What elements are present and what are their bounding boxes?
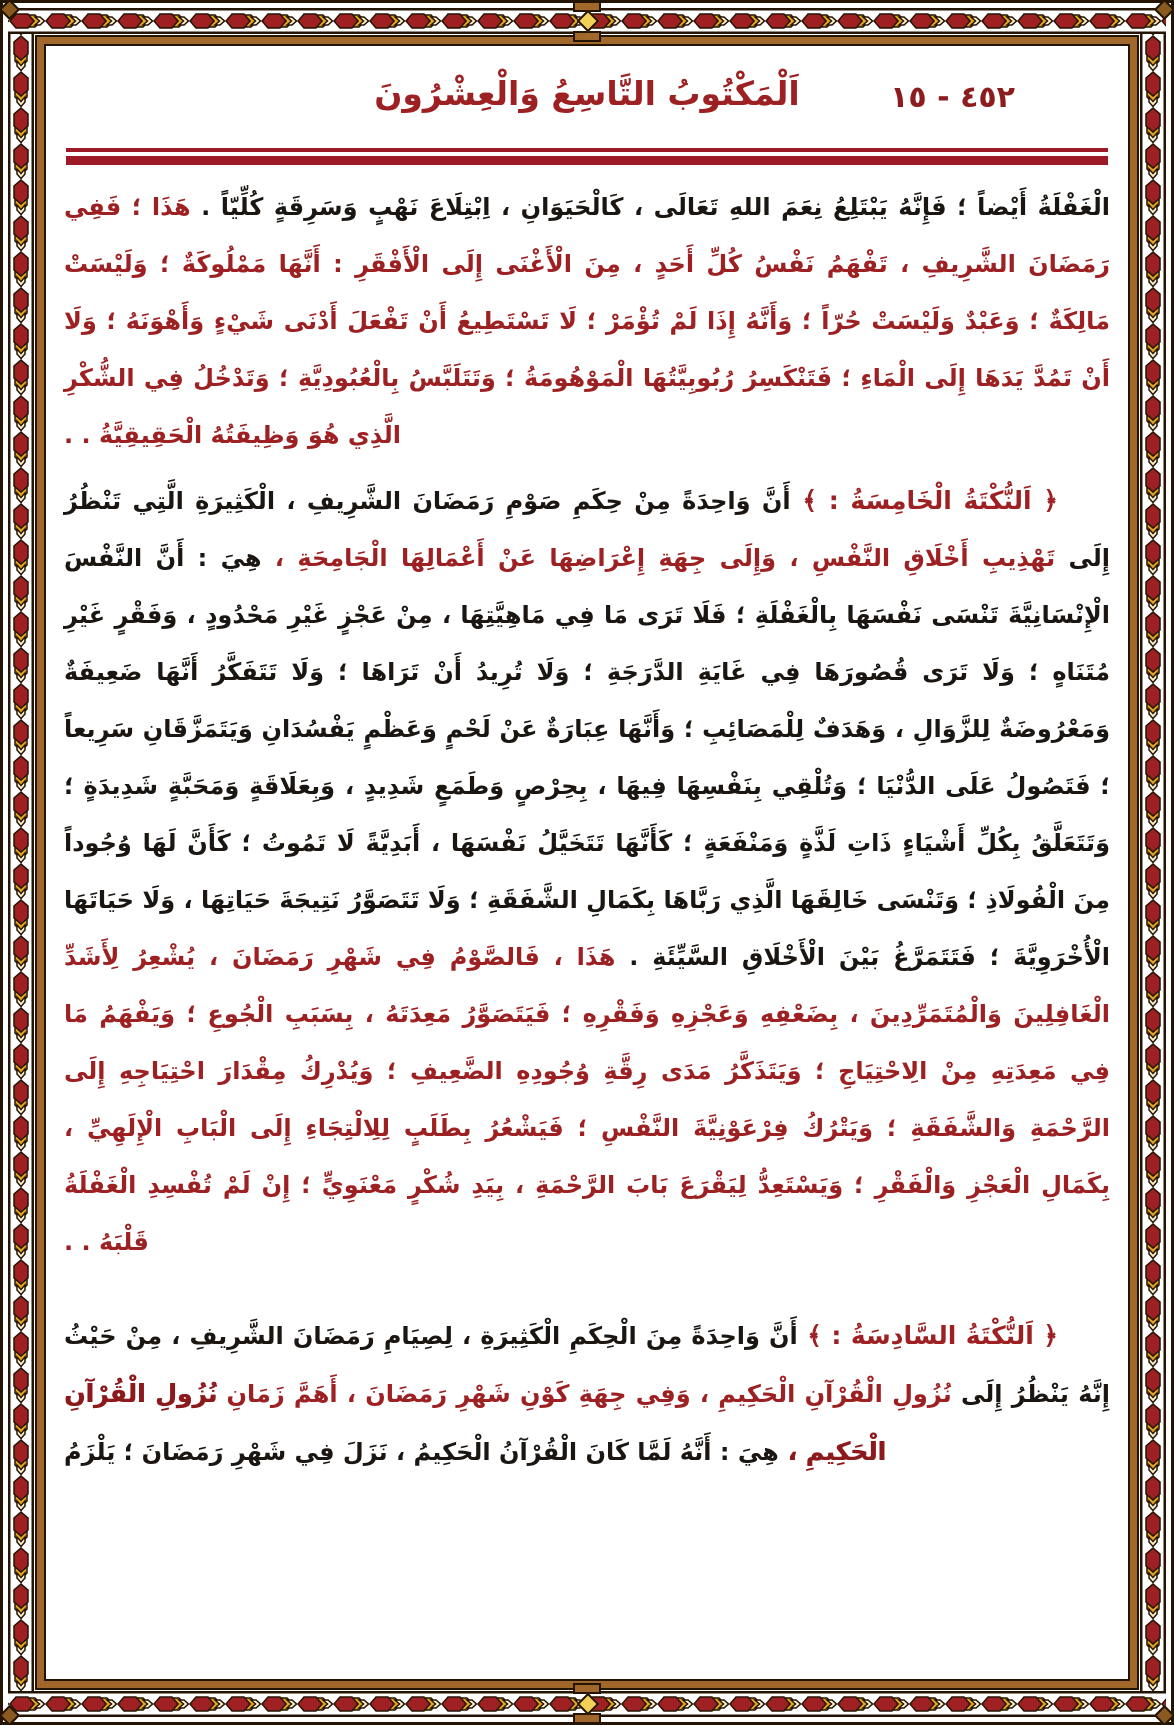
- header-rule: [66, 148, 1108, 165]
- page-content: [64, 52, 1110, 1675]
- border-chain-right-svg: [1140, 34, 1166, 1691]
- text-segment-red-strong: نُزُولِ الْقُرْآنِ الْحَكِيمِ ،: [64, 1379, 886, 1466]
- section-heading: ﴿ اَلنُّكْتَةُ الْخَامِسَةُ : ﴾: [790, 486, 1058, 515]
- page-header: [64, 52, 1110, 148]
- text-segment-red: تَهْذِيبِ أَخْلَاقِ النَّفْسِ ، وَإِلَى جِهَةِ إِعْرَاضِهَا عَنْ أَعْمَالِهَا الْجَامِحَةِ ،: [261, 544, 1056, 572]
- text-segment-red: نُزُولِ الْقُرْآنِ الْحَكِيمِ ، وَفِي جِهَةِ كَوْنِ شَهْرِ رَمَضَانَ ، أَهَمَّ زَمَانِ: [217, 1380, 952, 1408]
- paragraph-ghafla: [64, 179, 1110, 464]
- body-text: [64, 179, 1110, 1481]
- section-heading: ﴿ اَلنُّكْتَةُ السَّادِسَةُ : ﴾: [797, 1321, 1058, 1350]
- text-segment-black: أَنَّ وَاحِدَةً مِنْ حِكَمِ صَوْمِ رَمَضَانَ الشَّرِيفِ ، الْكَثِيرَةِ الَّتِي تَنْظُرُ إِلَى: [64, 487, 1111, 572]
- paragraph-nukta-5: [64, 472, 1110, 1271]
- page-title: اَلْمَكْتُوبُ التَّاسِعُ وَالْعِشْرُونَ: [374, 74, 800, 113]
- border-chain-left: [8, 34, 34, 1691]
- border-chain-left-svg: [8, 34, 34, 1691]
- border-center-tab: [573, 31, 601, 42]
- text-segment-red: هَذَا ؛ فَفِي رَمَضَانَ الشَّرِيفِ ، تَفْهَمُ نَفْسُ كُلِّ أَحَدٍ ، مِنَ الْأَغْنَى إِلَى الْأَفْقَرِ : أَنَّهَا مَمْلُوكَةٌ ؛ وَلَيْسَتْ مَالِكَةٌ ؛ وَعَبْدٌ وَلَيْسَتْ حُرّاً ؛ وَأَنَّهُ إِذَا لَمْ تُؤْمَرْ ؛ لَا تَسْتَطِيعُ أَنْ تَفْعَلَ أَدْنَى شَيْءٍ وَأَهْوَنَهُ ؛ وَلَا أَنْ تَمُدَّ يَدَهَا إِلَى الْمَاءِ ؛ فَتَنْكَسِرُ رُبُوبِيَّتُهَا الْمَوْهُومَةُ ؛ وَتَتَلَبَّسُ بِالْعُبُودِيَّةِ ؛ وَتَدْخُلُ فِي الشُّكْرِ الَّذِي هُوَ وَظِيفَتُهُ الْحَقِيقِيَّةُ . .: [64, 193, 1110, 449]
- text-segment-black: هِيَ : أَنَّهُ لَمَّا كَانَ الْقُرْآنُ الْحَكِيمُ ، نَزَلَ فِي شَهْرِ رَمَضَانَ ؛ يَلْزَمُ: [64, 1438, 779, 1466]
- text-segment-black: هِيَ : أَنَّ النَّفْسَ الْإِنْسَانِيَّةَ تَنْسَى نَفْسَهَا بِالْغَفْلَةِ ؛ فَلَا تَرَى مَا فِي مَاهِيَّتِهَا ، مِنْ عَجْزٍ غَيْرِ مَحْدُودٍ ، وَفَقْرٍ غَيْرِ مُتَنَاهٍ ؛ وَلَا تَرَى قُصُورَهَا فِي غَايَةِ الدَّرَجَةِ ؛ وَلَا تُرِيدُ أَنْ تَرَاهَا ؛ وَلَا تَتَفَكَّرُ أَنَّهَا ضَعِيفَةٌ وَمَعْرُوضَةٌ لِلزَّوَالِ ، وَهَدَفٌ لِلْمَصَائِبِ ؛ وَأَنَّهَا عِبَارَةٌ عَنْ لَحْمٍ وَعَظْمٍ يَفْسُدَانِ وَيَتَمَزَّقَانِ سَرِيعاً ؛ فَتَصُولُ عَلَى الدُّنْيَا ؛ وَتُلْقِي بِنَفْسِهَا فِيهَا ، بِحِرْصٍ وَطَمَعٍ شَدِيدٍ ، وَبِعَلَاقَةٍ وَمَحَبَّةٍ شَدِيدَةٍ ؛ وَتَتَعَلَّقُ بِكُلِّ أَشْيَاءٍ ذَاتِ لَذَّةٍ وَمَنْفَعَةٍ ؛ كَأَنَّهَا تَتَخَيَّلُ نَفْسَهَا ، أَبَدِيَّةً لَا تَمُوتُ ؛ كَأَنَّ لَهَا وُجُوداً مِنَ الْفُولَاذِ ؛ وَتَنْسَى خَالِقَهَا الَّذِي رَبَّاهَا بِكَمَالِ الشَّفَقَةِ ؛ وَلَا تَتَصَوَّرُ نَتِيجَةَ حَيَاتِهَا ، وَلَا حَيَاتَهَا الْأُخْرَوِيَّةَ ؛ فَتَتَمَرَّغُ بَيْنَ الْأَخْلَاقِ السَّيِّئَةِ .: [64, 544, 1110, 971]
- text-segment-black: الْغَفْلَةُ أَيْضاً ؛ فَإِنَّهُ يَبْتَلِعُ نِعَمَ اللهِ تَعَالَى ، كَالْحَيَوَانِ ، اِبْتِلَاعَ نَهْبٍ وَسَرِقَةٍ كُلِّيّاً .: [190, 193, 1110, 221]
- text-segment-red: هَذَا ، فَالصَّوْمُ فِي شَهْرِ رَمَضَانَ ، يُشْعِرُ لِأَشَدِّ الْغَافِلِينَ وَالْمُتَمَرِّدِينَ ، بِضَعْفِهِ وَعَجْزِهِ وَفَقْرِهِ ؛ فَيَتَصَوَّرُ مَعِدَتَهُ ، بِسَبَبِ الْجُوعِ ؛ وَيَفْهَمُ مَا فِي مَعِدَتِهِ مِنْ الِاحْتِيَاجِ ؛ وَيَتَذَكَّرُ مَدَى رِقَّةِ وُجُودِهِ الضَّعِيفِ ؛ وَيُدْرِكُ مِقْدَارَ احْتِيَاجِهِ إِلَى الرَّحْمَةِ وَالشَّفَقَةِ ؛ وَيَتْرُكُ فِرْعَوْنِيَّةَ النَّفْسِ ؛ فَيَشْعُرُ بِطَلَبٍ لِلِالْتِجَاءِ إِلَى الْبَابِ الْإِلَهِيِّ ، بِكَمَالِ الْعَجْزِ وَالْفَقْرِ ؛ وَيَسْتَعِدُّ لِيَقْرَعَ بَابَ الرَّحْمَةِ ، بِيَدِ شُكْرٍ مَعْنَوِيٍّ ؛ إِنْ لَمْ تُفْسِدِ الْغَفْلَةُ قَلْبَهُ . .: [64, 943, 1110, 1256]
- border-chain-right: [1140, 34, 1166, 1691]
- paragraph-nukta-6: [64, 1307, 1110, 1481]
- text-segment-black: أَنَّ وَاحِدَةً مِنَ الْحِكَمِ الْكَثِيرَةِ ، لِصِيَامِ رَمَضَانَ الشَّرِيفِ ، مِنْ حَيْثُ إِنَّهُ يَنْظُرُ إِلَى: [64, 1322, 1110, 1408]
- page-number: ٤٥٢ - ١٥: [890, 80, 1015, 115]
- header-rule-thick-line: [66, 156, 1108, 165]
